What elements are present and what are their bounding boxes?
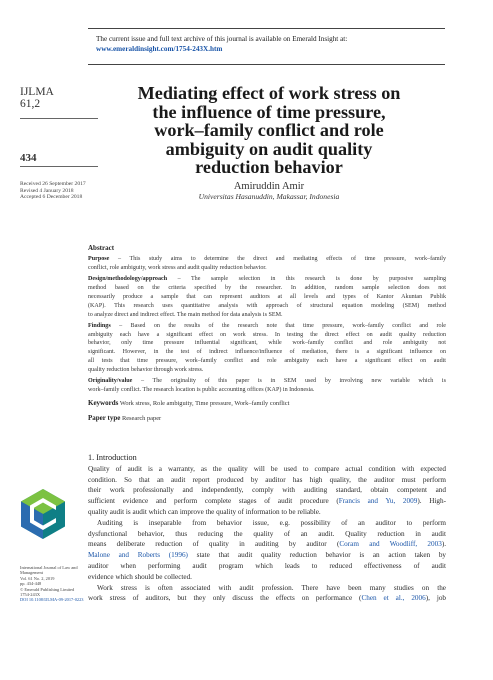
article-title	[88, 84, 450, 177]
abstract-section	[88, 244, 446, 424]
findings-text: behavior, only time pressure influential significant, while work–family conflict and role ambiguity not	[88, 340, 446, 347]
design-label: Design/methodology/approach	[88, 275, 168, 282]
page-number: 434	[20, 152, 37, 164]
findings-text: all tests that time pressure, work–family conflict and role ambiguity each have a significant effect on audit	[88, 358, 446, 365]
originality-text: work–family conflict. The research location is public accounting offices (KAP) in Indonesia.	[88, 387, 315, 394]
journal-volume: 61,2	[20, 98, 41, 110]
body-line: condition. So that an audit report produced by auditor has high quality, the auditor must perform	[88, 475, 446, 484]
pub-info-line: International Journal of Law and	[20, 565, 78, 570]
keywords-label: Keywords	[88, 399, 119, 408]
doi-link[interactable]: DOI 10.1108/IJLMA-09-2017-0223	[20, 597, 84, 603]
notice-text-block	[96, 34, 347, 54]
keywords-text: Work stress, Role ambiguity, Time pressure, Work–family conflict	[119, 400, 290, 408]
body-section	[88, 453, 446, 604]
abstract-design	[88, 275, 446, 320]
body-line: sufficient evidence and perform complete stages of audit procedure (Francis and Yu, 2009). High-	[88, 497, 446, 506]
pub-info-line: Management	[20, 570, 43, 576]
article-dates	[20, 181, 86, 201]
notice-text: The current issue and full text archive of this journal is available on Emerald Insight at:	[96, 35, 348, 43]
pub-info-line: pp. 434-448	[20, 581, 42, 587]
findings-text: ambiguity each have a significant effect on work stress. In testing the direct effect on audit quality reduction	[88, 331, 446, 338]
title-line: work–family conflict and role	[154, 120, 384, 141]
sidebar-rule-bottom	[20, 166, 98, 167]
journal-archive-link[interactable]: www.emeraldinsight.com/1754-243X.htm	[96, 45, 223, 53]
body-line: their work professionally and independently, comply with auditing standard, obtain competent and	[88, 486, 446, 495]
received-date: Received 26 September 2017	[20, 181, 86, 187]
journal-notice	[0, 28, 493, 72]
design-text: method based on the criteria specified by the researcher. In addition, random sample selection does not	[88, 284, 446, 291]
originality-label: Originality/value	[88, 378, 133, 385]
body-line: auditor when performing audit program which leads to reduced effectiveness of audit	[88, 561, 446, 570]
findings-label: Findings	[88, 322, 111, 329]
findings-text: quality reduction behavior through work stress.	[88, 367, 204, 374]
pub-info-line: 1754-243X	[20, 592, 41, 598]
purpose-text: conflict, role ambiguity, work stress and audit quality reduction behavior.	[88, 264, 267, 271]
body-line: Malone and Roberts (1996) state that audit quality reduction behavior is an action taken by	[88, 551, 446, 560]
pub-info-line: © Emerald Publishing Limited	[20, 586, 75, 592]
citation-link[interactable]: Chen et al., 2006	[361, 594, 426, 603]
design-text: – The sample selection in this research is done by purposive sampling	[167, 275, 446, 282]
body-line: Work stress is often associated with audit profession. There have been many studies on the	[97, 583, 446, 592]
purpose-text: – This study aims to determine the direct and mediating effects of time pressure, work–family	[109, 255, 446, 262]
body-line: Quality of audit is a warranty, as the quality will be used to compare actual condition with expected	[88, 464, 446, 473]
paper-type-row	[88, 414, 446, 424]
section-heading: 1. Introduction	[88, 453, 137, 462]
abstract-originality	[88, 377, 446, 395]
abstract-findings	[88, 322, 446, 375]
citation-link[interactable]: Malone and Roberts (1996)	[88, 551, 188, 560]
citation-link[interactable]: Francis and Yu, 2009	[338, 497, 418, 506]
body-line: means deliberate reduction of quality in auditing by auditor (Coram and Woodliff, 2003).	[88, 540, 446, 549]
pub-info-line: Vol. 61 No. 2, 2019	[20, 575, 55, 581]
design-text: to analyze direct and indirect effect. The main method for data analysis is SEM.	[88, 311, 283, 318]
author-affiliation: Universitas Hasanuddin, Makassar, Indonesia	[198, 191, 340, 201]
findings-text: – Based on the results of the research note that time pressure, work–family conflict and role	[110, 322, 446, 329]
findings-text: significant. However, in the test of indirect influence/influence of mediation, there is a significant influence on	[88, 349, 446, 356]
design-text: (KAP). This research uses quantitative analysis with approach of structural equation modeling (SEM) method	[88, 302, 446, 309]
title-block	[88, 84, 450, 201]
author-name: Amiruddin Amir	[233, 180, 305, 192]
title-line: ambiguity on audit quality	[165, 138, 373, 159]
abstract-purpose	[88, 255, 446, 273]
abstract-heading: Abstract	[88, 244, 115, 252]
keywords-row	[88, 399, 446, 409]
citation-link[interactable]: Coram and Woodliff, 2003	[339, 540, 442, 549]
body-line: dysfunctional behavior, thus reducing the quality of an audit. Quality reduction in audit	[88, 529, 446, 538]
body-line: quality audit is audit which can improve the quality of information to be reliable.	[88, 507, 321, 516]
title-line: Mediating effect of work stress on	[137, 83, 401, 103]
accepted-date: Accepted 6 December 2018	[20, 194, 83, 201]
paper-type-text: Research paper	[121, 414, 162, 422]
sidebar-rule-top	[20, 118, 98, 119]
notice-top-rule	[88, 28, 445, 29]
revised-date: Revised 4 January 2018	[20, 187, 74, 194]
body-line: evidence which should be collected.	[88, 572, 192, 581]
notice-bottom-rule	[88, 64, 445, 65]
body-line: Auditing is inseparable from behavior issue, e.g. possibility of an auditor to perform	[97, 518, 446, 527]
paper-type-label: Paper type	[88, 413, 121, 422]
purpose-label: Purpose	[88, 255, 110, 262]
journal-logo-icon	[20, 488, 66, 540]
title-line: the influence of time pressure,	[152, 101, 386, 122]
title-line: reduction behavior	[195, 157, 343, 178]
journal-abbrev: IJLMA	[20, 86, 54, 98]
design-text: necessarily produce a sample that can represent auditors at all levels and types of Kantor Akuntan Publik	[88, 293, 446, 300]
body-line: work stress of auditors, but they only discuss the effects on performance (Chen et al., 2006), job	[88, 594, 446, 603]
originality-text: – The originality of this paper is in SEM used by involving new variable which is	[132, 378, 446, 385]
publication-info	[20, 565, 98, 603]
